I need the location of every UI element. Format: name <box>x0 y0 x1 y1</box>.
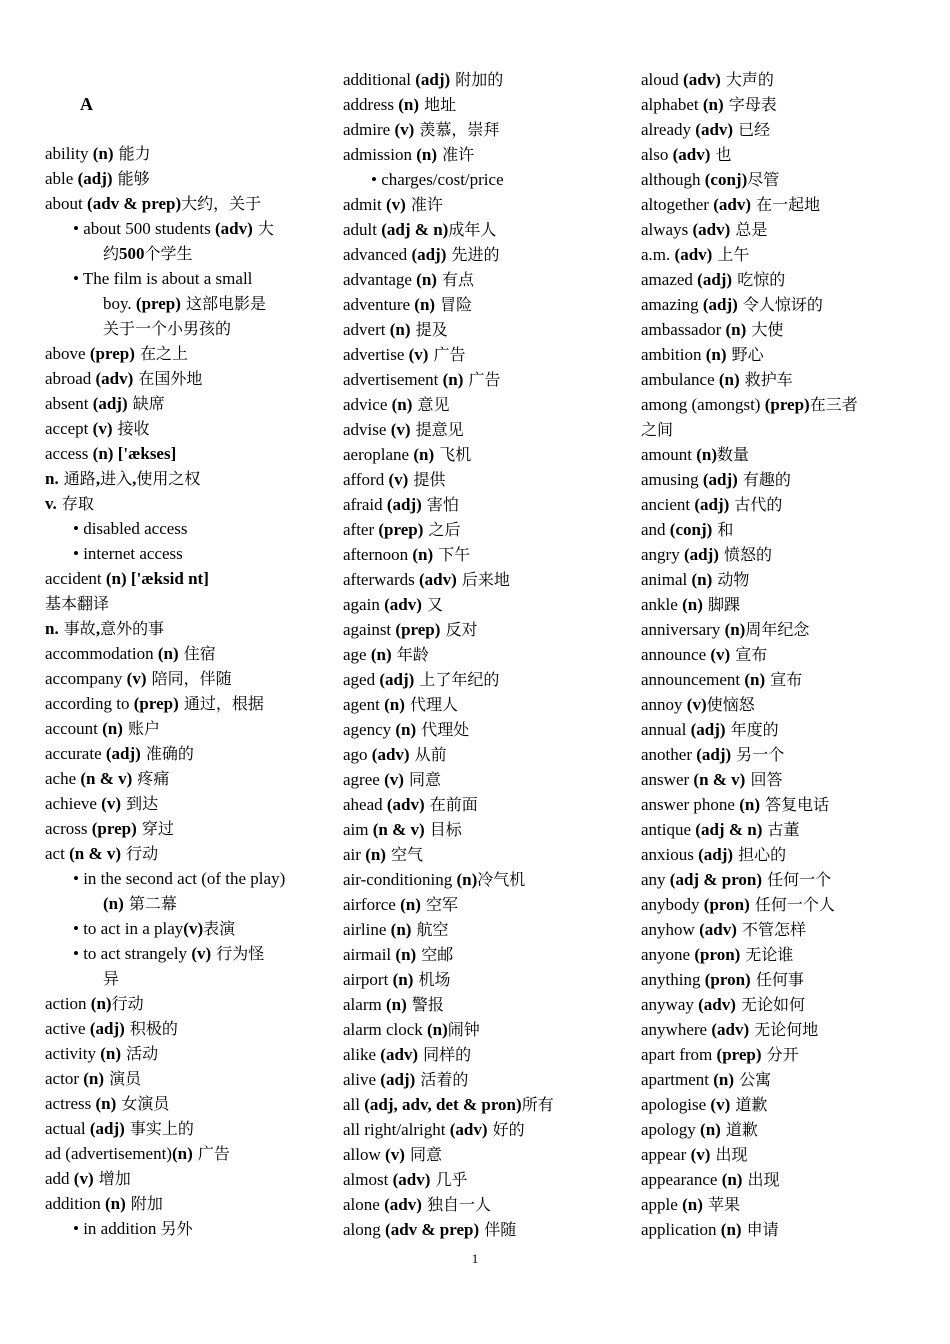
dictionary-entry: anywhere (adv) 无论何地 <box>641 1020 819 1039</box>
dictionary-entry: n. 事故,意外的事 <box>45 619 165 638</box>
dictionary-entry: alphabet (n) 字母表 <box>641 95 777 114</box>
dictionary-entry: airmail (n) 空邮 <box>343 945 454 964</box>
section-heading: A <box>80 94 93 114</box>
example-line: • to act in a play(v)表演 <box>73 919 236 938</box>
dictionary-entry: accompany (v) 陪同，伴随 <box>45 669 232 688</box>
dictionary-entry: alarm (n) 警报 <box>343 995 444 1014</box>
dictionary-entry: a.m. (adv) 上午 <box>641 245 750 264</box>
dictionary-entry: alone (adv) 独自一人 <box>343 1195 491 1214</box>
dictionary-entry: 之间 <box>641 420 674 439</box>
dictionary-entry: 基本翻译 <box>45 594 110 613</box>
dictionary-entry: apple (n) 苹果 <box>641 1195 740 1214</box>
dictionary-entry: active (adj) 积极的 <box>45 1019 178 1038</box>
dictionary-entry: advice (n) 意见 <box>343 395 450 414</box>
dictionary-entry: altogether (adv) 在一起地 <box>641 195 821 214</box>
dictionary-entry: apart from (prep) 分开 <box>641 1045 799 1064</box>
dictionary-entry: already (adv) 已经 <box>641 120 771 139</box>
dictionary-entry: accommodation (n) 住宿 <box>45 644 216 663</box>
dictionary-entry: about (adv & prep)大约，关于 <box>45 194 262 213</box>
dictionary-entry: agent (n) 代理人 <box>343 695 458 714</box>
dictionary-entry: add (v) 增加 <box>45 1169 131 1188</box>
dictionary-entry: afford (v) 提供 <box>343 470 446 489</box>
dictionary-entry: any (adj & pron) 任何一个 <box>641 870 832 889</box>
dictionary-entry: anybody (pron) 任何一个人 <box>641 895 835 914</box>
dictionary-entry: anxious (adj) 担心的 <box>641 845 787 864</box>
page-number: 1 <box>471 1251 479 1266</box>
dictionary-entry: advertise (v) 广告 <box>343 345 466 364</box>
dictionary-entry: accept (v) 接收 <box>45 419 150 438</box>
dictionary-entry: above (prep) 在之上 <box>45 344 188 363</box>
dictionary-entry: alive (adj) 活着的 <box>343 1070 469 1089</box>
dictionary-entry: anyway (adv) 无论如何 <box>641 995 805 1014</box>
dictionary-entry: animal (n) 动物 <box>641 570 750 589</box>
example-line: • The film is about a small <box>73 269 253 288</box>
dictionary-entry: agree (v) 同意 <box>343 770 441 789</box>
dictionary-entry: and (conj) 和 <box>641 520 734 539</box>
dictionary-entry: ago (adv) 从前 <box>343 745 447 764</box>
dictionary-entry: air (n) 空气 <box>343 845 424 864</box>
dictionary-entry: accurate (adj) 准确的 <box>45 744 194 763</box>
example-line: • to act strangely (v) 行为怪 <box>73 944 265 963</box>
dictionary-entry: admire (v) 羡慕，崇拜 <box>343 120 500 139</box>
dictionary-entry: advertisement (n) 广告 <box>343 370 501 389</box>
example-line: 关于一个小男孩的 <box>103 319 232 338</box>
dictionary-entry: ability (n) 能力 <box>45 144 151 163</box>
dictionary-entry: agency (n) 代理处 <box>343 720 470 739</box>
dictionary-entry: airforce (n) 空军 <box>343 895 458 914</box>
dictionary-entry: against (prep) 反对 <box>343 620 478 639</box>
example-line: 异 <box>103 969 120 988</box>
dictionary-entry: adult (adj & n)成年人 <box>343 220 497 239</box>
dictionary-entry: all right/alright (adv) 好的 <box>343 1120 525 1139</box>
dictionary-entry: another (adj) 另一个 <box>641 745 785 764</box>
dictionary-entry: across (prep) 穿过 <box>45 819 174 838</box>
dictionary-entry: all (adj, adv, det & pron)所有 <box>343 1095 554 1114</box>
example-line: 约500个学生 <box>103 244 193 263</box>
dictionary-entry: ancient (adj) 古代的 <box>641 495 783 514</box>
example-line: • about 500 students (adv) 大 <box>73 219 274 238</box>
dictionary-entry: amount (n)数量 <box>641 445 750 464</box>
dictionary-entry: among (amongst) (prep)在三者 <box>641 395 858 414</box>
dictionary-entry: appear (v) 出现 <box>641 1145 748 1164</box>
dictionary-entry: afternoon (n) 下午 <box>343 545 471 564</box>
dictionary-entry: amazing (adj) 令人惊讶的 <box>641 295 823 314</box>
dictionary-entry: adventure (n) 冒险 <box>343 295 473 314</box>
dictionary-entry: anniversary (n)周年纪念 <box>641 620 810 639</box>
dictionary-entry: account (n) 账户 <box>45 719 160 738</box>
dictionary-entry: achieve (v) 到达 <box>45 794 159 813</box>
example-line: • in the second act (of the play) <box>73 869 286 888</box>
dictionary-entry: appearance (n) 出现 <box>641 1170 780 1189</box>
dictionary-entry: along (adv & prep) 伴随 <box>343 1220 517 1239</box>
dictionary-entry: activity (n) 活动 <box>45 1044 159 1063</box>
dictionary-entry: accident (n) ['æksid nt] <box>45 569 209 588</box>
dictionary-entry: afraid (adj) 害怕 <box>343 495 459 514</box>
dictionary-entry: aloud (adv) 大声的 <box>641 70 774 89</box>
dictionary-entry: additional (adj) 附加的 <box>343 70 504 89</box>
dictionary-entry: antique (adj & n) 古董 <box>641 820 800 839</box>
dictionary-entry: v. 存取 <box>45 494 94 513</box>
dictionary-entry: allow (v) 同意 <box>343 1145 442 1164</box>
dictionary-entry: although (conj)尽管 <box>641 170 780 189</box>
dictionary-entry: airline (n) 航空 <box>343 920 449 939</box>
dictionary-entry: addition (n) 附加 <box>45 1194 163 1213</box>
dictionary-entry: apartment (n) 公寓 <box>641 1070 772 1089</box>
dictionary-entry: abroad (adv) 在国外地 <box>45 369 203 388</box>
dictionary-entry: apology (n) 道歉 <box>641 1120 758 1139</box>
dictionary-entry: advanced (adj) 先进的 <box>343 245 500 264</box>
dictionary-entry: answer phone (n) 答复电话 <box>641 795 830 814</box>
dictionary-entry: age (n) 年龄 <box>343 645 429 664</box>
dictionary-entry: annual (adj) 年度的 <box>641 720 779 739</box>
dictionary-entry: air-conditioning (n)冷气机 <box>343 870 526 889</box>
dictionary-entry: always (adv) 总是 <box>641 220 768 239</box>
dictionary-entry: afterwards (adv) 后来地 <box>343 570 510 589</box>
dictionary-entry: apologise (v) 道歉 <box>641 1095 768 1114</box>
dictionary-entry: annoy (v)使恼怒 <box>641 695 755 714</box>
dictionary-entry: announce (v) 宣布 <box>641 645 768 664</box>
dictionary-entry: advert (n) 提及 <box>343 320 448 339</box>
dictionary-entry: application (n) 申请 <box>641 1220 779 1239</box>
dictionary-entry: answer (n & v) 回答 <box>641 770 783 789</box>
example-line: • charges/cost/price <box>371 170 504 189</box>
dictionary-entry: ankle (n) 脚踝 <box>641 595 740 614</box>
dictionary-entry: alike (adv) 同样的 <box>343 1045 472 1064</box>
example-line: • internet access <box>73 544 183 563</box>
dictionary-entry: ad (advertisement)(n) 广告 <box>45 1144 230 1163</box>
dictionary-entry: advise (v) 提意见 <box>343 420 464 439</box>
dictionary-entry: ache (n & v) 疼痛 <box>45 769 170 788</box>
dictionary-entry: actual (adj) 事实上的 <box>45 1119 194 1138</box>
dictionary-entry: absent (adj) 缺席 <box>45 394 165 413</box>
dictionary-entry: amusing (adj) 有趣的 <box>641 470 791 489</box>
example-line: • in addition 另外 <box>73 1219 193 1238</box>
dictionary-entry: after (prep) 之后 <box>343 520 461 539</box>
example-line: • disabled access <box>73 519 188 538</box>
dictionary-entry: according to (prep) 通过，根据 <box>45 694 264 713</box>
dictionary-entry: address (n) 地址 <box>343 95 457 114</box>
dictionary-entry: ambassador (n) 大使 <box>641 320 784 339</box>
dictionary-entry: angry (adj) 愤怒的 <box>641 545 773 564</box>
dictionary-entry: aim (n & v) 目标 <box>343 820 462 839</box>
dictionary-entry: advantage (n) 有点 <box>343 270 475 289</box>
dictionary-entry: ahead (adv) 在前面 <box>343 795 478 814</box>
dictionary-entry: n. 通路,进入,使用之权 <box>45 469 201 488</box>
dictionary-entry: actor (n) 演员 <box>45 1069 142 1088</box>
dictionary-entry: able (adj) 能够 <box>45 169 150 188</box>
dictionary-entry: admission (n) 准许 <box>343 145 475 164</box>
dictionary-entry: ambition (n) 野心 <box>641 345 764 364</box>
dictionary-entry: airport (n) 机场 <box>343 970 451 989</box>
dictionary-entry: almost (adv) 几乎 <box>343 1170 468 1189</box>
dictionary-entry: admit (v) 准许 <box>343 195 443 214</box>
dictionary-entry: anything (pron) 任何事 <box>641 970 804 989</box>
dictionary-entry: again (adv) 又 <box>343 595 443 614</box>
dictionary-entry: ambulance (n) 救护车 <box>641 370 793 389</box>
example-line: boy. (prep) 这部电影是 <box>103 294 267 313</box>
dictionary-entry: actress (n) 女演员 <box>45 1094 170 1113</box>
dictionary-entry: act (n & v) 行动 <box>45 844 159 863</box>
example-line: (n) 第二幕 <box>103 894 177 913</box>
dictionary-entry: access (n) ['ækses] <box>45 444 177 463</box>
dictionary-entry: alarm clock (n)闹钟 <box>343 1020 480 1039</box>
dictionary-entry: action (n)行动 <box>45 994 144 1013</box>
dictionary-entry: aeroplane (n) 飞机 <box>343 445 472 464</box>
dictionary-entry: anyone (pron) 无论谁 <box>641 945 794 964</box>
dictionary-entry: announcement (n) 宣布 <box>641 670 803 689</box>
dictionary-entry: aged (adj) 上了年纪的 <box>343 670 500 689</box>
dictionary-entry: amazed (adj) 吃惊的 <box>641 270 786 289</box>
dictionary-entry: anyhow (adv) 不管怎样 <box>641 920 806 939</box>
dictionary-entry: also (adv) 也 <box>641 145 732 164</box>
